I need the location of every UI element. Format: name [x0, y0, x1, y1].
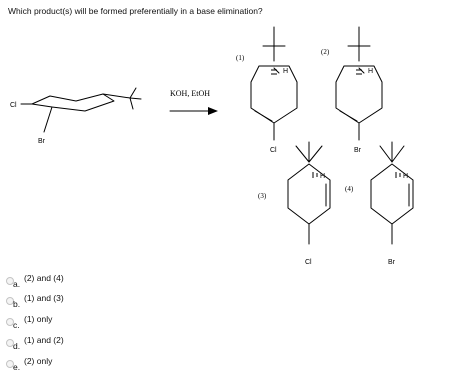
product-3-structure — [288, 142, 330, 244]
option-a-label[interactable]: (2) and (4) — [24, 273, 64, 283]
option-a[interactable] — [0, 270, 200, 290]
hashed-wedges — [270, 66, 400, 178]
product-3-number: (3) — [258, 192, 267, 200]
option-d[interactable] — [0, 332, 200, 352]
option-c[interactable] — [0, 311, 200, 331]
product-4-br-label: Br — [388, 259, 395, 266]
option-e-label[interactable]: (2) only — [24, 356, 53, 366]
product-2-structure — [336, 27, 382, 140]
reactant-chair-structure — [21, 88, 141, 132]
product-2-br-label: Br — [354, 147, 361, 154]
option-b-letter: b. — [13, 299, 21, 309]
reactant-cl-label: Cl — [10, 102, 17, 109]
product-4-structure — [371, 142, 413, 244]
product-2-number: (2) — [321, 48, 330, 56]
option-b-label[interactable]: (1) and (3) — [24, 293, 64, 303]
product-3-cl-label: Cl — [305, 259, 312, 266]
option-a-letter: a. — [13, 279, 21, 289]
reactant-br-label: Br — [38, 138, 45, 145]
product-1-number: (1) — [236, 54, 245, 62]
option-b[interactable] — [0, 290, 200, 310]
product-1-h-label: H — [283, 68, 289, 75]
reaction-arrow — [170, 107, 218, 115]
product-4-number: (4) — [345, 185, 354, 193]
product-1-cl-label: Cl — [270, 147, 277, 154]
product-1-structure — [251, 27, 297, 140]
option-e[interactable] — [0, 353, 200, 373]
product-3-h-label: H — [320, 173, 326, 180]
product-4-h-label: H — [403, 173, 409, 180]
option-e-letter: e. — [13, 362, 21, 372]
product-2-h-label: H — [368, 68, 374, 75]
reagent-label: KOH, EtOH — [170, 89, 210, 98]
option-d-label[interactable]: (1) and (2) — [24, 335, 64, 345]
option-c-letter: c. — [13, 320, 20, 330]
option-d-letter: d. — [13, 341, 21, 351]
question-text: Which product(s) will be formed preferentially in a base elimination? — [8, 6, 263, 16]
option-c-label[interactable]: (1) only — [24, 314, 53, 324]
